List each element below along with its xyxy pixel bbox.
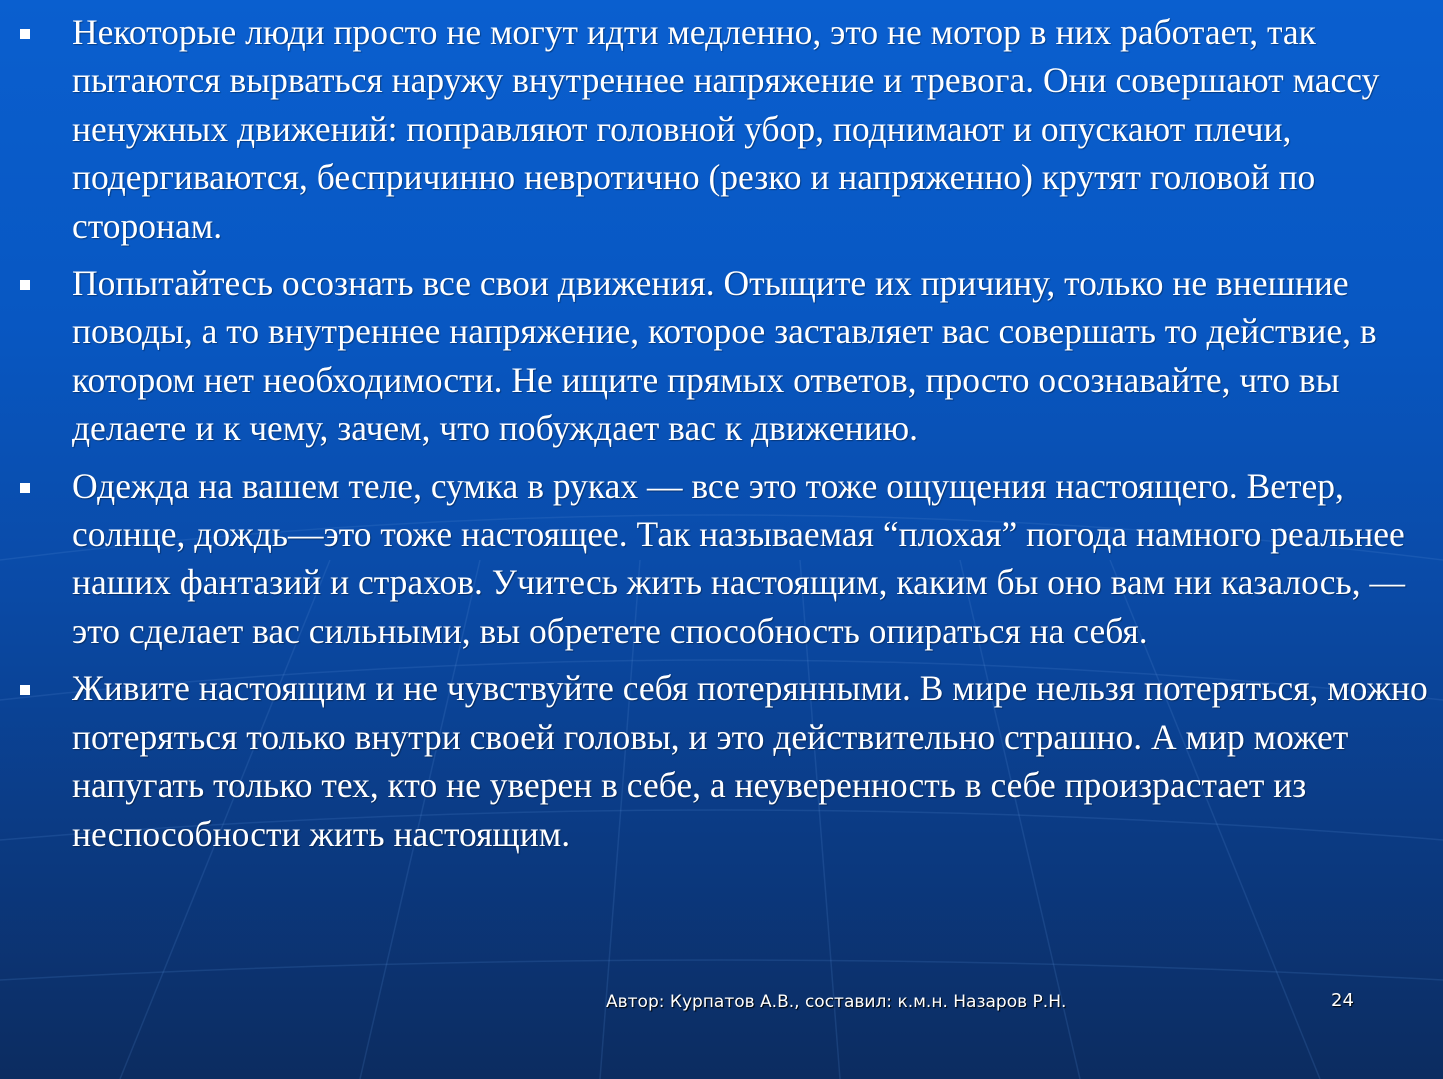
bullet-item: [0, 259, 1443, 453]
slide-number: 24: [1331, 990, 1354, 1011]
bullet-text: Одежда на вашем теле, сумка в руках — все это тоже ощущения настоящего. Ветер, солнце, дождь—это тоже настоящее. Так называемая “плохая” погода намного реальнее наших фантазий и страхов. Учитесь жить настоящим, каким бы оно вам ни казалось, — это сделает вас сильными, вы обретете способность опираться на себя.: [72, 465, 1405, 651]
bullet-text: Живите настоящим и не чувствуйте себя потерянными. В мире нельзя потеряться, можно потеряться только внутри своей головы, и это действительно страшно. А мир может напугать только тех, кто не уверен в себе, а неуверенность в себе произрастает из неспособности жить настоящим.: [72, 668, 1428, 854]
bullet-item: [0, 462, 1443, 656]
square-bullet-icon: [20, 483, 30, 493]
slide-body: [0, 8, 1443, 867]
bullet-text: Попытайтесь осознать все свои движения. Отыщите их причину, только не внешние поводы, а то внутреннее напряжение, которое заставляет вас совершать то действие, в котором нет необходимости. Не ищите прямых ответов, просто осознавайте, что вы делаете и к чему, зачем, что побуждает вас к движению.: [72, 263, 1377, 449]
bullet-text: Некоторые люди просто не могут идти медленно, это не мотор в них работает, так пытаются вырваться наружу внутреннее напряжение и тревога. Они совершают массу ненужных движений: поправляют головной убор, поднимают и опускают плечи, подергиваются, беспричинно невротично (резко и напряженно) крутят головой по сторонам.: [72, 12, 1380, 246]
footer-author: Автор: Курпатов А.В., составил: к.м.н. Назаров Р.Н.: [606, 992, 1067, 1012]
bullet-item: [0, 8, 1443, 250]
square-bullet-icon: [20, 29, 30, 39]
square-bullet-icon: [20, 280, 30, 290]
bullet-item: [0, 664, 1443, 858]
square-bullet-icon: [20, 685, 30, 695]
